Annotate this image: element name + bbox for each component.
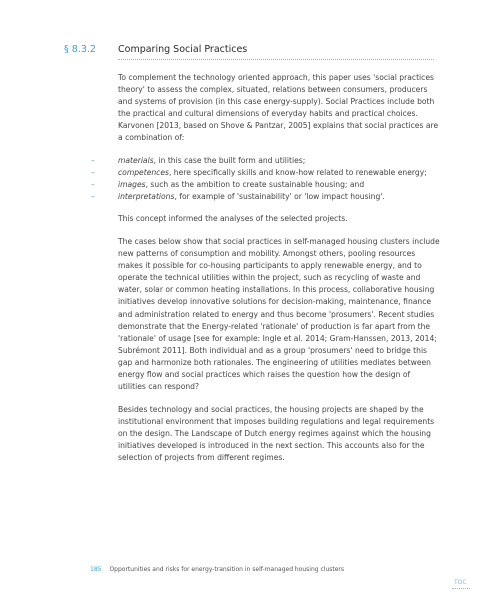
cases-paragraph	[118, 236, 440, 393]
dash-marker: –	[91, 156, 95, 165]
cases-text: The cases below show that social practices in self-managed housing clusters include new patterns of consumption and mobility. Amongst others, pooling resources makes it possible for co-housing participants to apply renewable energy, and to operate the technical utilities within the project, such as recycling of waste and water, solar or common heating installations. In this process, collaborative housing initiatives develop innovative solutions for decision-making, maintenance, finance and administration related to energy and thus become 'prosumers'. Recent studies demonstrate that the Energy-related 'rationale' of production is far apart from the 'rationale' of usage [see for example: Ingle et al. 2014; Gram-Hanssen, 2013, 2014; Subrémont 2011]. Both individual and as a group 'prosumers' need to bridge this gap and harmonize both rationales. The engineering of utilities mediates between energy flow and social practices which raises the question how the design of utilities can respond?	[118, 237, 440, 392]
intro-paragraph	[118, 72, 440, 145]
list-text: , in this case the built form and utilities;	[153, 156, 306, 165]
institutional-text: Besides technology and social practices, the housing projects are shaped by the institutional environment that imposes building regulations and legal requirements on the design. The Landscape of Dutch energy regimes against which the housing initiatives developed is introduced in the next section. This accounts also for the selection of projects from different regimes.	[118, 405, 435, 463]
toc-divider	[452, 588, 470, 589]
list-item	[91, 191, 441, 203]
list-text: , here specifically skills and know-how related to renewable energy;	[168, 168, 427, 178]
list-term: materials	[118, 156, 154, 165]
list-text: , for example of 'sustainability' or 'low impact housing'.	[174, 192, 385, 202]
list-term: images	[118, 180, 146, 190]
toc-link[interactable]: TOC	[454, 579, 467, 586]
list-item	[91, 167, 441, 179]
page-number: 185	[90, 566, 102, 573]
dash-marker: –	[91, 180, 95, 190]
running-title: Opportunities and risks for energy-transition in self-managed housing clusters	[109, 566, 345, 573]
list-text: , such as the ambition to create sustainable housing; and	[145, 180, 365, 190]
page-footer	[90, 566, 344, 573]
heading-divider	[118, 59, 434, 60]
practice-elements-list	[91, 155, 441, 203]
dash-marker: –	[91, 192, 95, 202]
concept-paragraph	[118, 213, 440, 225]
list-term: interpretations	[118, 192, 175, 202]
list-term: competences	[118, 168, 169, 178]
list-item	[91, 179, 441, 191]
dash-marker: –	[91, 168, 95, 178]
list-item	[91, 155, 441, 167]
section-title: Comparing Social Practices	[118, 44, 248, 55]
section-number: § 8.3.2	[64, 44, 96, 55]
institutional-paragraph	[118, 404, 440, 464]
concept-text: This concept informed the analyses of the selected projects.	[118, 214, 348, 223]
intro-text: To complement the technology oriented approach, this paper uses 'social practices theory' to assess the complex, situated, relations between consumers, producers and systems of provision (in this case energy-supply). Social Practices include both the practical and cultural dimensions of everyday habits and practical choices. Karvonen [2013, based on Shove & Pantzar, 2005] explains that social practices are a combination of:	[118, 73, 439, 143]
